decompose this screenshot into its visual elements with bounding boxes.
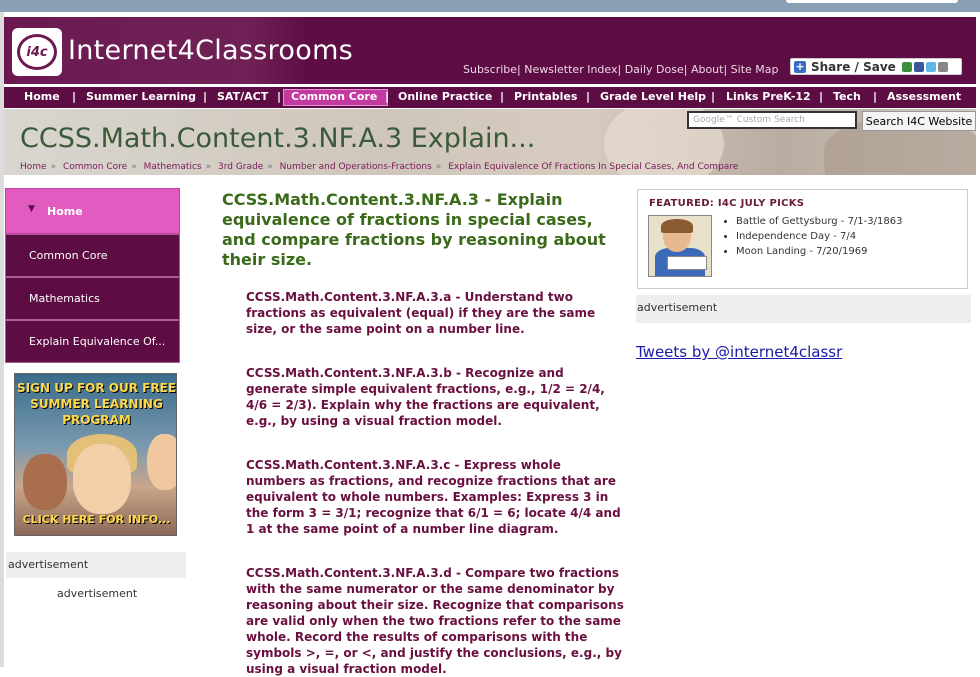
thumb-shape (667, 256, 707, 270)
main-content (222, 190, 627, 270)
newsletter-index-link[interactable]: Newsletter Index (524, 63, 618, 76)
search-input[interactable]: Google™ Custom Search (687, 111, 857, 129)
nav-summer-learning[interactable]: Summer Learning (86, 90, 197, 103)
promo-cta[interactable]: CLICK HERE FOR INFO... (22, 513, 171, 526)
featured-pick[interactable]: • Independence Day - 7/4 (736, 229, 902, 244)
breadcrumb-common-core[interactable]: Common Core (62, 162, 128, 172)
sidebar-item-label: Mathematics (29, 292, 100, 305)
breadcrumb-arrow-icon: » (205, 162, 212, 172)
daily-dose-link[interactable]: Daily Dose (624, 63, 684, 76)
main-heading: CCSS.Math.Content.3.NF.A.3 - Explain equivalence of fractions in special cases, and compare fractions by reasoning about their size. (222, 190, 606, 269)
nav-assessment[interactable]: Assessment (887, 90, 962, 103)
browser-top-strip (0, 0, 980, 12)
breadcrumb-number-operations[interactable]: Number and Operations-Fractions (279, 162, 432, 172)
standard-item: CCSS.Math.Content.3.NF.A.3.a - Understand two fractions as equivalent (equal) if they are the same size, or the same point on a number line. (246, 290, 596, 336)
share-save-button[interactable] (790, 58, 962, 75)
share-service-icon (902, 62, 912, 72)
share-save-label: Share / Save (811, 59, 896, 74)
site-header (4, 17, 976, 84)
sidebar-item-label: Common Core (29, 249, 108, 262)
summer-program-promo[interactable] (14, 373, 177, 536)
nav-links-prek-12[interactable]: Links PreK-12 (726, 90, 811, 103)
hero-banner (4, 109, 976, 175)
nav-separator: | (385, 90, 390, 103)
nav-grade-level-help[interactable]: Grade Level Help (600, 90, 707, 103)
nav-separator: | (277, 90, 282, 103)
featured-thumbnail[interactable] (648, 215, 712, 277)
sidebar-item-mathematics[interactable] (5, 277, 180, 320)
facebook-icon (914, 62, 924, 72)
nav-sat-act[interactable]: SAT/ACT (217, 90, 269, 103)
subscribe-link[interactable]: Subscribe (463, 63, 518, 76)
featured-picks (637, 189, 968, 289)
more-share-icon (938, 62, 948, 72)
advertisement-label: advertisement (636, 295, 971, 323)
advertisement-label: advertisement (6, 552, 186, 578)
sidebar-item-common-core[interactable] (5, 234, 180, 277)
site-map-link[interactable]: Site Map (730, 63, 779, 76)
nav-separator: | (819, 90, 824, 103)
nav-common-core[interactable]: Common Core (291, 90, 378, 103)
logo-text[interactable]: Internet4Classrooms (68, 35, 354, 66)
about-link[interactable]: About (690, 63, 724, 76)
main-nav (4, 86, 976, 108)
featured-pick[interactable]: • Battle of Gettysburg - 7/1-3/1863 (736, 214, 902, 229)
sidebar-nav (5, 188, 180, 363)
breadcrumb-arrow-icon: » (50, 162, 57, 172)
thumb-shape (661, 219, 693, 233)
nav-tech[interactable]: Tech (833, 90, 861, 103)
promo-headline: SIGN UP FOR OUR FREE SUMMER LEARNING PROGRAM (17, 381, 176, 427)
nav-separator: | (72, 90, 77, 103)
nav-separator: | (203, 90, 208, 103)
search-button[interactable]: Search I4C Website (862, 111, 976, 131)
sidebar-item-label: Explain Equivalence Of... (29, 335, 166, 348)
nav-separator: | (873, 90, 878, 103)
breadcrumb-current: Explain Equivalence Of Fractions In Special Cases, And Compare (448, 162, 739, 172)
promo-photo-shape (147, 434, 177, 490)
featured-title: FEATURED: I4C JULY PICKS (649, 198, 805, 209)
standard-item: CCSS.Math.Content.3.NF.A.3.d - Compare two fractions with the same numerator or the same denominator by reasoning about their size. Recognize that comparisons are valid only when the two fractions refer to the same whole. Record the results of comparisons with the symbols >, =, or <, and justify the conclusions, e.g., by using a visual fraction model. (246, 566, 624, 676)
breadcrumb-arrow-icon: » (267, 162, 273, 172)
top-links: Subscribe| Newsletter Index| Daily Dose| About| Site Map (463, 63, 779, 76)
breadcrumb-home[interactable]: Home (20, 162, 47, 172)
sidebar-item-label: Home (47, 204, 83, 218)
logo-badge-text: i4c (17, 34, 57, 70)
top-pill (786, 0, 958, 3)
advertisement-label: advertisement (57, 587, 138, 600)
breadcrumb-arrow-icon: » (435, 162, 442, 172)
logo-area[interactable] (4, 17, 354, 84)
nav-separator: | (711, 90, 716, 103)
standard-item: CCSS.Math.Content.3.NF.A.3.c - Express whole numbers as fractions, and recognize fractions that are equivalent to whole numbers. Examples: Express 3 in the form 3 = 3/1; recognize that 6/1 = 6; locate 4/4 and 1 at the same point of a number line diagram. (246, 458, 621, 536)
breadcrumb (20, 162, 738, 172)
featured-pick[interactable]: • Moon Landing - 7/20/1969 (736, 244, 902, 259)
page-title: CCSS.Math.Content.3.NF.A.3 Explain... (20, 123, 536, 154)
breadcrumb-3rd-grade[interactable]: 3rd Grade (217, 162, 264, 172)
promo-photo-shape (23, 454, 67, 510)
nav-separator: | (500, 90, 505, 103)
chevron-down-icon: ▼ (28, 204, 35, 214)
breadcrumb-mathematics[interactable]: Mathematics (143, 162, 202, 172)
promo-photo-shape (73, 444, 131, 514)
twitter-icon (926, 62, 936, 72)
featured-list (720, 214, 902, 259)
sidebar-item-home[interactable] (5, 188, 180, 234)
standard-item: CCSS.Math.Content.3.NF.A.3.b - Recognize and generate simple equivalent fractions, e.g., 1/2 = 2/4, 4/6 = 2/3). Explain why the fractions are equivalent, e.g., by using a visual fraction model. (246, 366, 605, 428)
nav-home[interactable]: Home (24, 90, 60, 103)
nav-printables[interactable]: Printables (514, 90, 578, 103)
nav-separator: | (586, 90, 591, 103)
logo-icon[interactable] (12, 28, 62, 76)
breadcrumb-arrow-icon: » (131, 162, 137, 172)
plus-icon: + (795, 59, 805, 73)
sidebar-item-explain-equivalence[interactable] (5, 320, 180, 363)
tweets-link[interactable]: Tweets by @internet4classr (636, 343, 843, 361)
nav-online-practice[interactable]: Online Practice (398, 90, 493, 103)
